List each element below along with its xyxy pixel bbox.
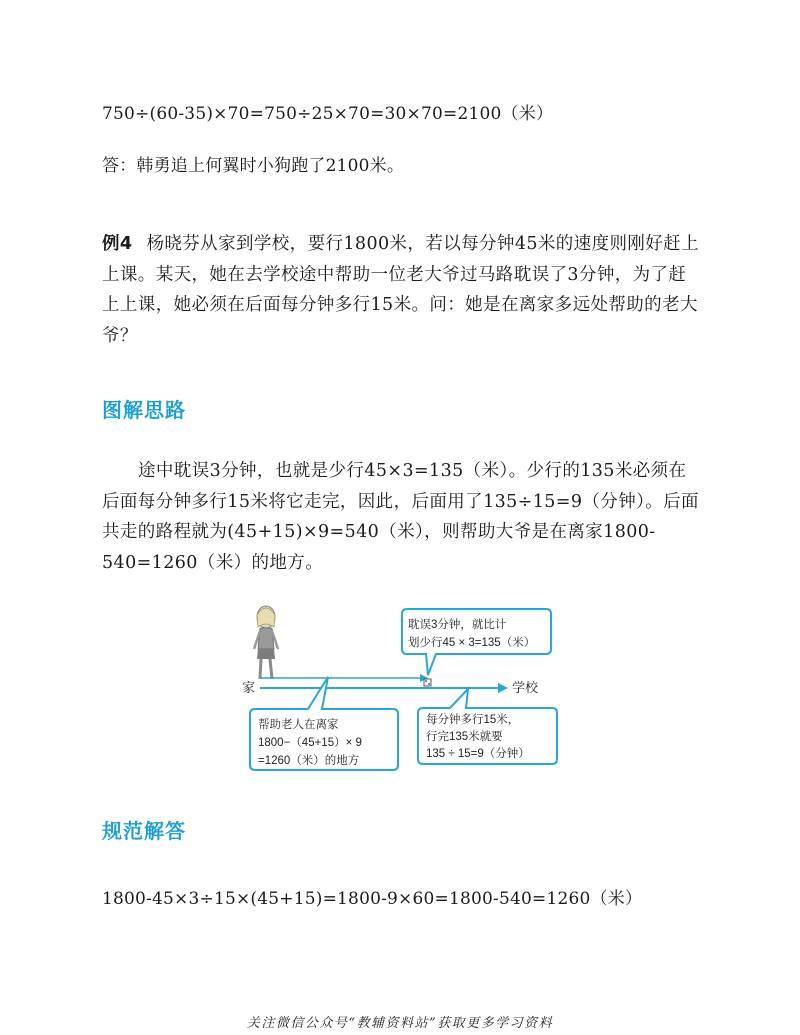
solution-line: 1800-45×3÷15×(45+15)=1800-9×60=1800-540=1260（米） <box>102 889 643 909</box>
callout-left-line-3: =1260（米）的地方 <box>258 755 360 767</box>
route-diagram <box>240 597 570 777</box>
callout-right-line-1: 每分钟多行15米， <box>426 714 520 726</box>
callout-left <box>250 677 398 770</box>
calc-line-1: 750÷(60-35)×70=750÷25×70=30×70=2100（米） <box>102 104 554 124</box>
callout-left-line-2: 1800−（45+15）× 9 <box>258 737 362 749</box>
answer-line-1: 答：韩勇追上何翼时小狗跑了2100米。 <box>102 156 405 176</box>
callout-right-line-2: 行完135米就要 <box>426 731 503 743</box>
heading-solution: 规范解答 <box>102 819 186 843</box>
callout-right <box>418 689 557 764</box>
example-4 <box>102 229 702 351</box>
thinking-paragraph: 途中耽误3分钟，也就是少行45×3=135（米）。少行的135米必须在后面每分钟多行15米将它走完，因此，后面用了135÷15=9（分钟）。后面共走的路程就为(45+15)×9=540（米），则帮助大爷是在离家1800-540=1260（米）的地方。 <box>102 461 699 573</box>
footer-note: 关注微信公众号“教辅资料站”获取更多学习资料 <box>246 1016 554 1031</box>
stop-marker <box>424 679 431 686</box>
example-label: 例4 <box>102 234 133 254</box>
school-label: 学校 <box>512 680 539 695</box>
callout-left-line-1: 帮助老人在离家 <box>258 719 339 731</box>
home-label: 家 <box>242 680 256 695</box>
heading-thinking: 图解思路 <box>102 398 186 422</box>
route-arrow-head <box>498 683 508 693</box>
callout-top-line-1: 耽误3分钟，就比计 <box>408 619 507 631</box>
callout-right-line-3: 135 ÷ 15=9（分钟） <box>426 748 530 760</box>
girl-figure <box>254 606 278 679</box>
example-text: 杨晓芬从家到学校，要行1800米，若以每分钟45米的速度则刚好赶上上课。某天，她在去学校途中帮助一位老大爷过马路耽误了3分钟，为了赶上上课，她必须在后面每分钟多行15米。问：她是在离家多远处帮助的老大爷？ <box>102 234 699 346</box>
callout-top <box>402 609 551 675</box>
callout-top-line-2: 划少行45 × 3=135（米） <box>408 637 536 649</box>
